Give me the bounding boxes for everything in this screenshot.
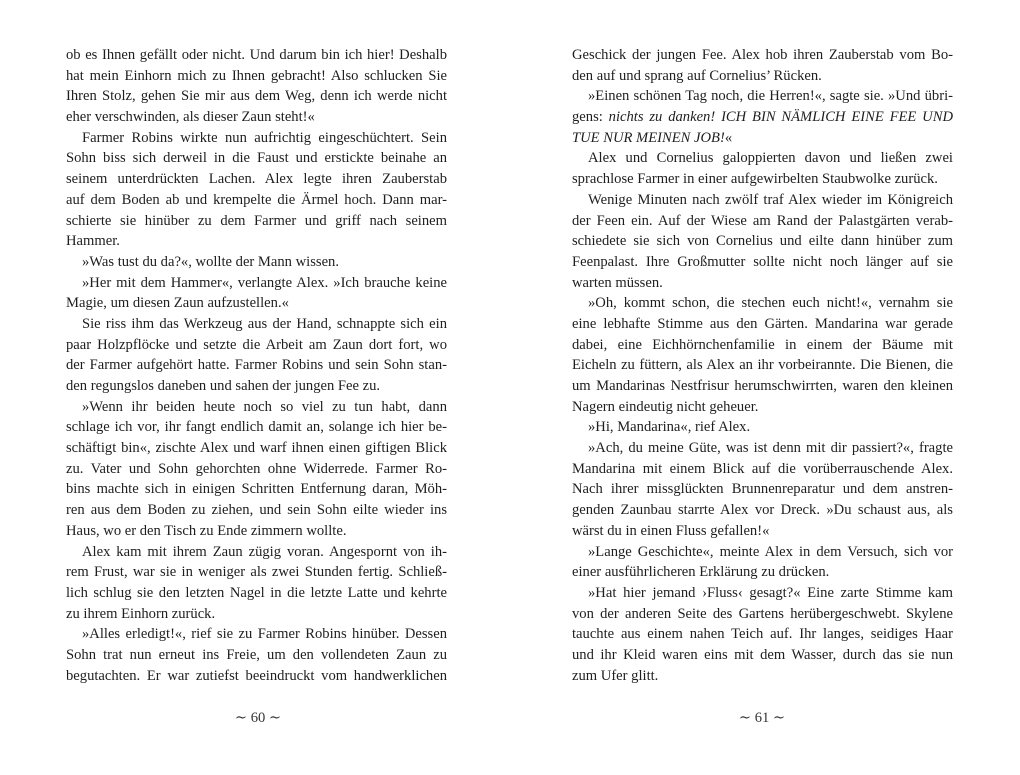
text-line: Haus, wo er den Tisch zu Ende zimmern wollte. [66,522,347,539]
text-line: tauchte aus einem nahen Teich auf. Ihr langes, seidiges Haar [572,626,953,643]
text-line: Sohn trat nun erneut ins Freie, um den vollendeten Zaun zu [66,646,447,663]
text-line: schierte sie hinüber zu dem Farmer und griff nach seinem [66,212,447,229]
text-line: paar Holzpflöcke und setzte die Arbeit am Zaun dort fort, wo [66,336,447,353]
text-line: Sohn biss sich derweil in die Faust und erstickte beinahe an [66,150,447,167]
right-page-text [572,45,953,686]
italic-text-segment: nichts zu danken! ICH BIN NÄMLICH EINE FEE UND [608,109,953,126]
text-line: rem Frust, war sie in weniger als zwei Stunden fertig. Schließ- [66,564,447,581]
text-line: einer ausführlicheren Erklärung zu drücken. [572,564,830,581]
text-line: Hammer. [66,233,120,250]
text-line: »Einen schönen Tag noch, die Herren!«, sagte sie. »Und übri- [588,88,953,105]
text-line: ren aus dem Boden zu ziehen, und sein Sohn eilte wieder ins [66,502,447,519]
text-line: »Alles erledigt!«, rief sie zu Farmer Robins hinüber. Dessen [82,626,447,643]
text-line: den auf und sprang auf Cornelius’ Rücken. [572,67,822,84]
text-line: »Was tust du da?«, wollte der Mann wissen. [82,253,340,270]
text-line: »Hat hier jemand ›Fluss‹ gesagt?« Eine zarte Stimme kam [588,584,953,601]
text-line: Alex und Cornelius galoppierten davon und ließen zwei [588,150,953,167]
text-line: »Ach, du meine Güte, was ist denn mit dir passiert?«, fragte [588,440,953,457]
text-line: von der anderen Seite des Gartens herübergeschwebt. Skylene [572,605,953,622]
text-line: Farmer Robins wirkte nun aufrichtig eingeschüchtert. Sein [82,129,447,146]
italic-text-segment: TUE NUR MEINEN JOB! [572,129,725,146]
text-line: Wenige Minuten nach zwölf traf Alex wieder im Königreich [588,191,953,208]
text-line: »Hi, Mandarina«, rief Alex. [588,419,751,436]
text-line: den regungslos daneben und sahen der jungen Fee zu. [66,378,381,394]
text-line: genden Zaunbau starrte Alex vor Dreck. »Du schaust aus, als [572,502,953,519]
text-line: dabei, eine Eichhörnchenfamilie in einem der Bäume mit [572,336,953,353]
text-line: eine lebhafte Stimme aus den Gärten. Mandarina war gerade [572,315,953,332]
text-line: auf dem Boden ab und krempelte die Ärmel hoch. Dann mar- [66,191,447,208]
text-line: bins machte sich in einigen Schritten Entfernung daran, Möh- [66,481,447,498]
text-segment: « [724,129,733,146]
text-line: zum Ufer glitt. [572,667,659,684]
text-line: Geschick der jungen Fee. Alex hob ihren Zauberstab vom Bo- [572,47,953,63]
text-line: zu. Vater und Sohn gehorchten ohne Widerrede. Farmer Ro- [66,460,447,477]
text-line: zu ihrem Einhorn zurück. [66,605,216,622]
text-line: »Lange Geschichte«, meinte Alex in dem Versuch, sich vor [588,543,953,560]
text-line: Alex kam mit ihrem Zaun zügig voran. Angespornt von ih- [82,543,447,560]
text-line: Feenpalast. Ihre Großmutter sollte nicht noch länger auf sie [572,253,953,270]
text-line [572,107,953,128]
text-line: Ihren Stolz, gehen Sie mir aus dem Weg, denn ich werde nicht [66,88,447,105]
text-line: schäftigt bin«, zischte Alex und warf ihnen einen giftigen Blick [66,440,447,457]
text-line: Sie riss ihm das Werkzeug aus der Hand, schnappte sich ein [82,315,447,332]
text-line: seinem unterdrückten Lachen. Alex legte ihren Zauberstab [66,171,447,188]
text-line: schiedete sie sich von Cornelius und eilte dann hinüber zum [572,233,953,250]
text-segment: gens: [572,109,609,126]
text-line: »Oh, kommt schon, die stechen euch nicht!«, vernahm sie [588,295,953,312]
text-line: begutachten. Er war zutiefst beeindruckt vom handwerklichen [66,667,447,684]
text-line: wärst du in einen Fluss gefallen!« [572,522,770,539]
text-line: Nach ihrer missglückten Brunnenreparatur und dem anstren- [572,481,953,498]
text-line: hat mein Einhorn mich zu Ihnen gebracht! Also schlucken Sie [66,67,447,84]
text-line: der Farmer aufgehört hatte. Farmer Robins und sein Sohn stan- [66,357,447,374]
text-line: Magie, um diesen Zaun aufzustellen.« [66,295,289,312]
text-line: lich schlug sie den letzten Nagel in die letzte Latte und kehrte [66,584,447,601]
text-line: ob es Ihnen gefällt oder nicht. Und darum bin ich hier! Deshalb [66,47,447,63]
text-line: Nagern eindeutig nicht geheuer. [572,398,759,415]
text-line: und ihr Kleid waren eins mit dem Wasser, durch das sie nun [572,646,953,663]
text-line [572,128,953,149]
text-line: eher verschwinden, als dieser Zaun steht!« [66,109,315,126]
text-line: um Mandarinas Nestfrisur herumschwirrten, waren den kleinen [572,378,953,394]
text-line: »Her mit dem Hammer«, verlangte Alex. »Ich brauche keine [82,274,447,291]
text-line: der Feen ein. Auf der Wiese am Rand der Palastgärten verab- [572,212,953,229]
text-line: Eicheln zu füttern, als Alex an ihr vorbeirannte. Die Bienen, die [572,357,953,374]
page-number-right: ∼ 61 ∼ [738,710,786,726]
page-number-left: ∼ 60 ∼ [234,710,282,726]
text-line: schlage ich vor, ihr fangt endlich damit an, solange ich hier be- [66,419,447,436]
left-page-text [66,45,447,686]
text-line: »Wenn ihr beiden heute noch so viel zu tun habt, dann [82,398,447,415]
text-line: warten müssen. [572,274,663,291]
text-line: Mandarina mit einem Blick auf die vorüberrauschende Alex. [572,460,953,477]
text-line: sprachlose Farmer in einer aufgewirbelten Staubwolke zurück. [572,171,938,188]
